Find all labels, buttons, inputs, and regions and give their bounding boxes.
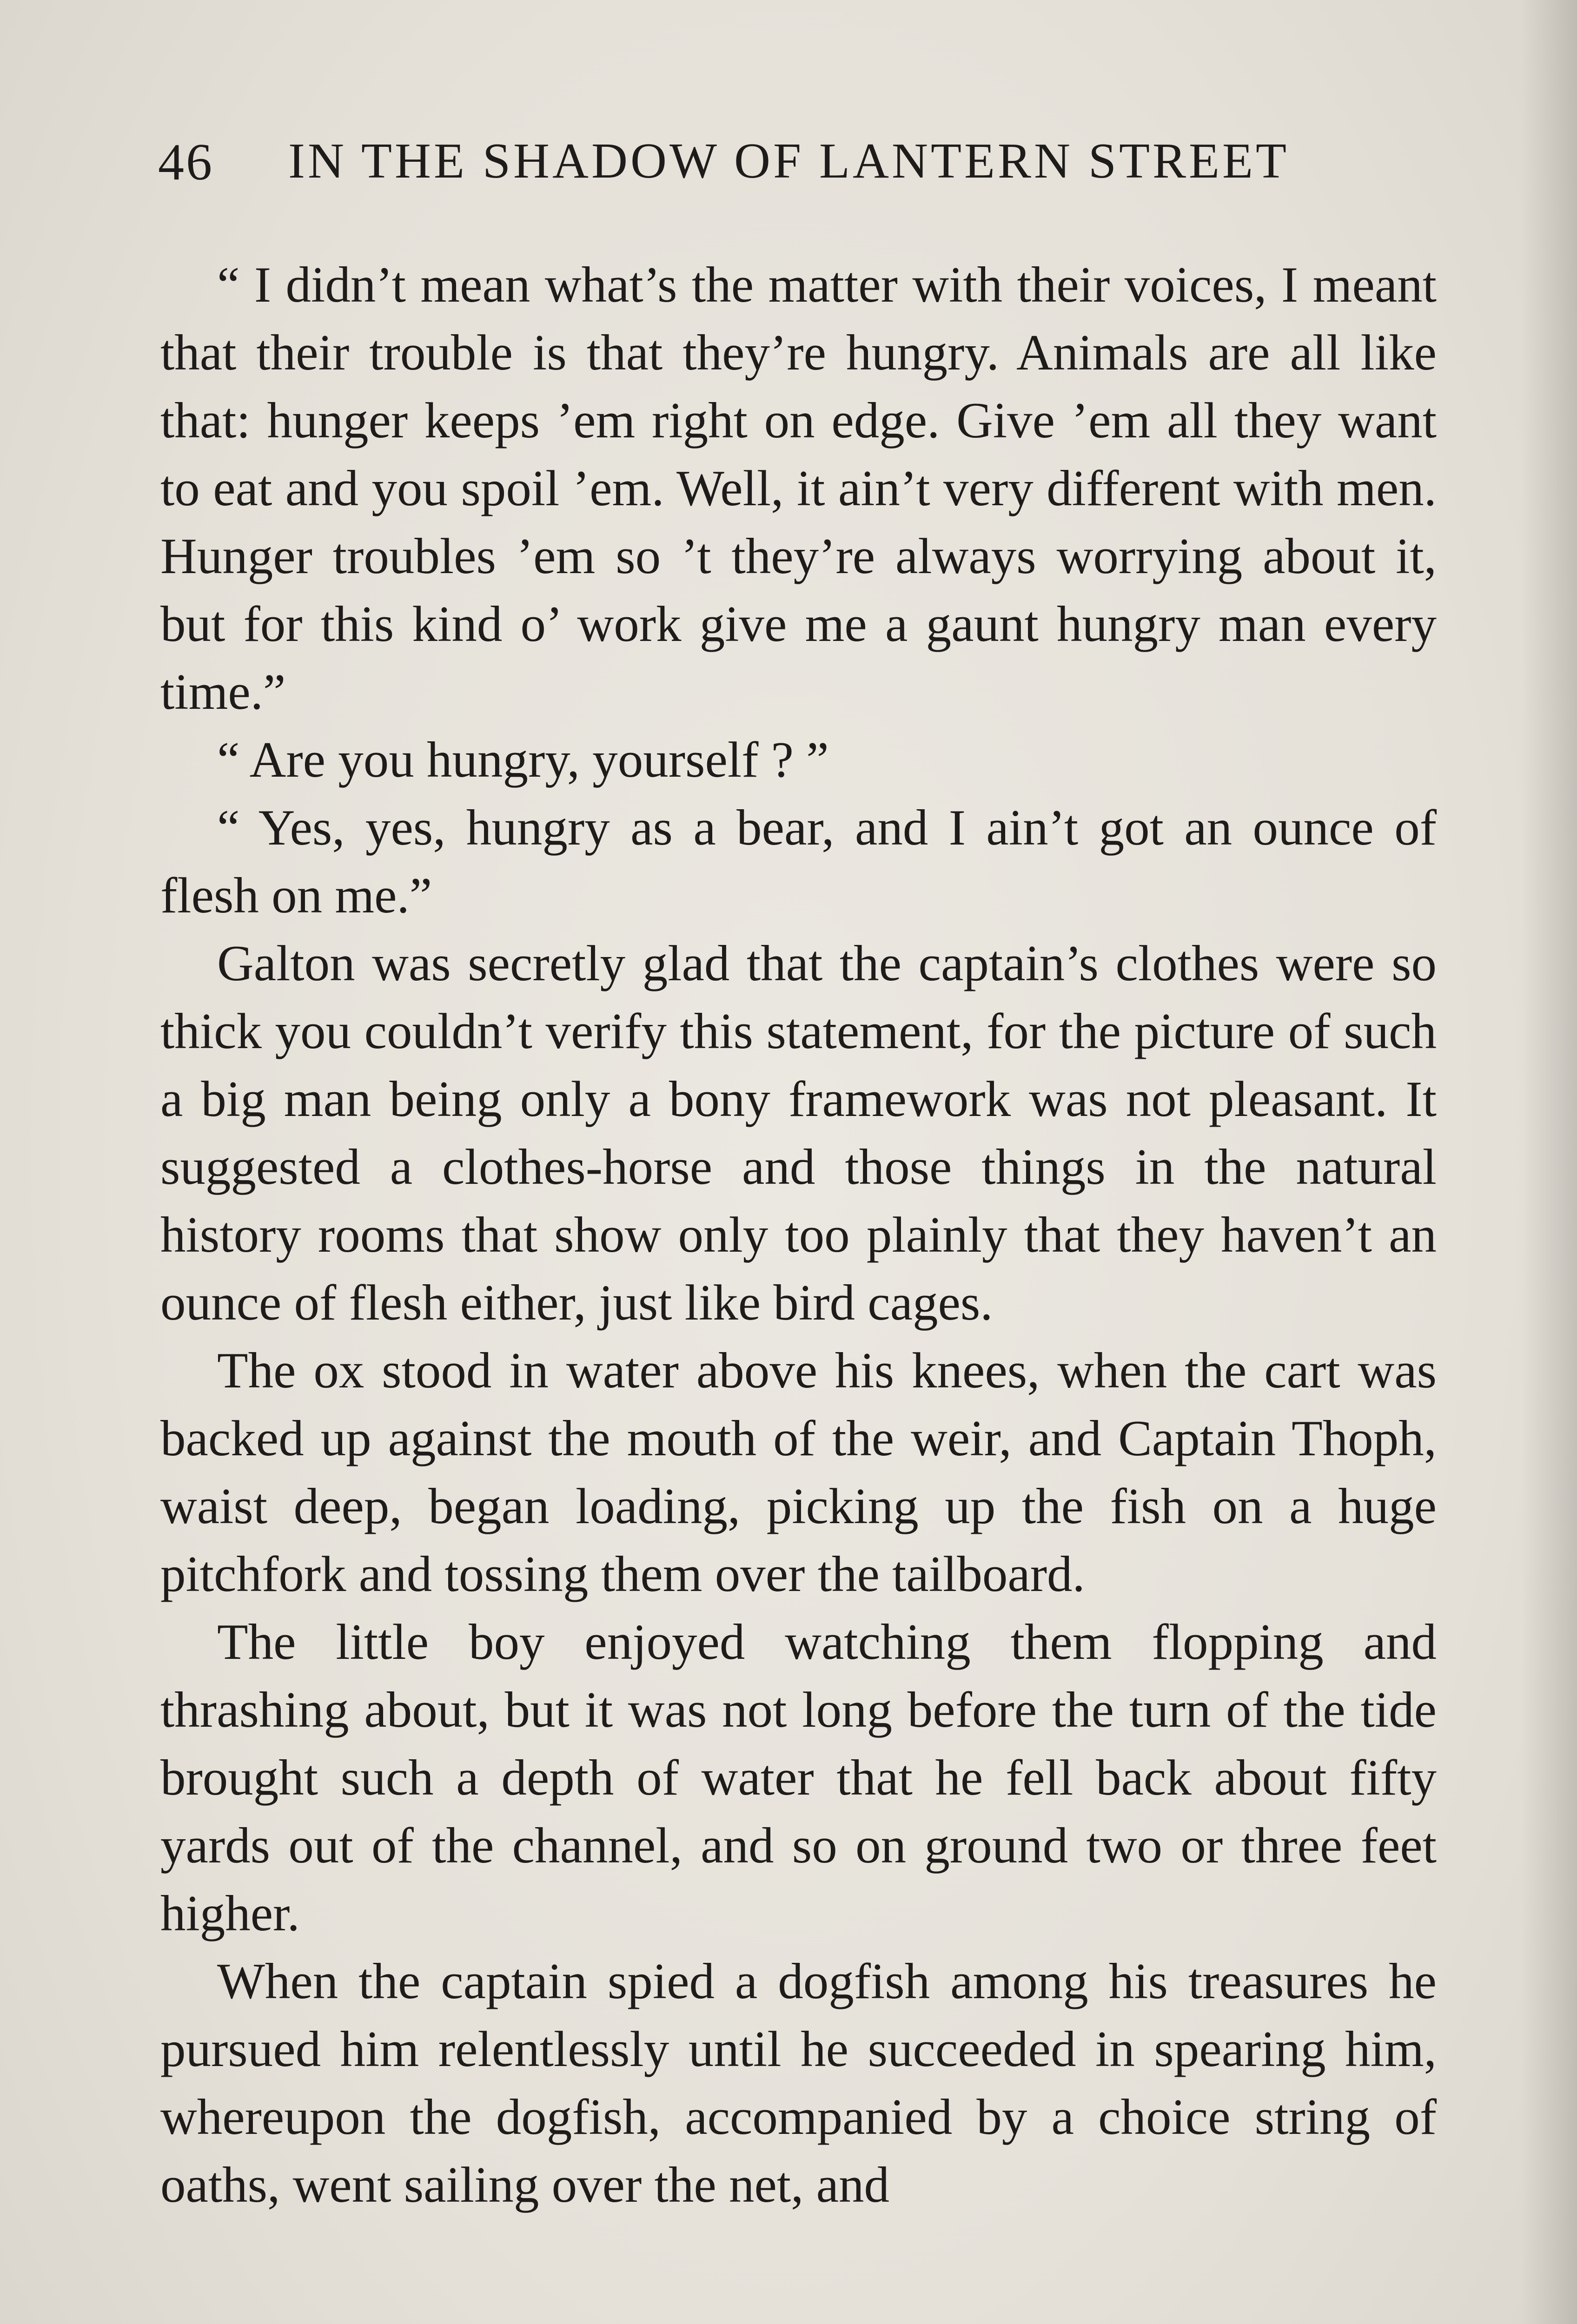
paragraph: “ Are you hungry, yourself ? ”: [217, 732, 829, 788]
page-header: [158, 132, 1413, 207]
paragraph: Galton was secretly glad that the captain’s clothes were so thick you couldn’t verify this statement, for the picture of such a big man being only a bony framework was not pleasant. It suggested a clothes-horse and those things in the natural history rooms that show only too plainly that they haven’t an ounce of flesh either, just like bird cages.: [160, 935, 1437, 1331]
running-title: IN THE SHADOW OF LANTERN STREET: [288, 133, 1289, 189]
paragraph: “ I didn’t mean what’s the matter with their voices, I meant that their trouble is that they’re hungry. Animals are all like that: hunger keeps ’em right on edge. Give ’em all they want to eat and you spoil ’em. Well, it ain’t very different with men. Hunger troubles ’em so ’t they’re always worrying about it, but for this kind o’ work give me a gaunt hungry man every time.”: [160, 257, 1437, 720]
paragraph: The ox stood in water above his knees, when the cart was backed up against the mouth of the weir, and Captain Thoph, waist deep, began loading, picking up the fish on a huge pitchfork and tossing them over the tailboard.: [160, 1342, 1437, 1602]
page-number: 46: [158, 133, 214, 191]
paragraph: “ Yes, yes, hungry as a bear, and I ain’t got an ounce of flesh on me.”: [160, 799, 1437, 924]
body-text: [160, 251, 1437, 2219]
paragraph: When the captain spied a dogfish among his treasures he pursued him relentlessly until he succeeded in spearing him, whereupon the dogfish, accompanied by a choice string of oaths, went sailing over the net, and: [160, 1953, 1437, 2213]
paragraph: The little boy enjoyed watching them flopping and thrashing about, but it was not long before the turn of the tide brought such a depth of water that he fell back about fifty yards out of the channel, and so on ground two or three feet higher.: [160, 1614, 1437, 1941]
